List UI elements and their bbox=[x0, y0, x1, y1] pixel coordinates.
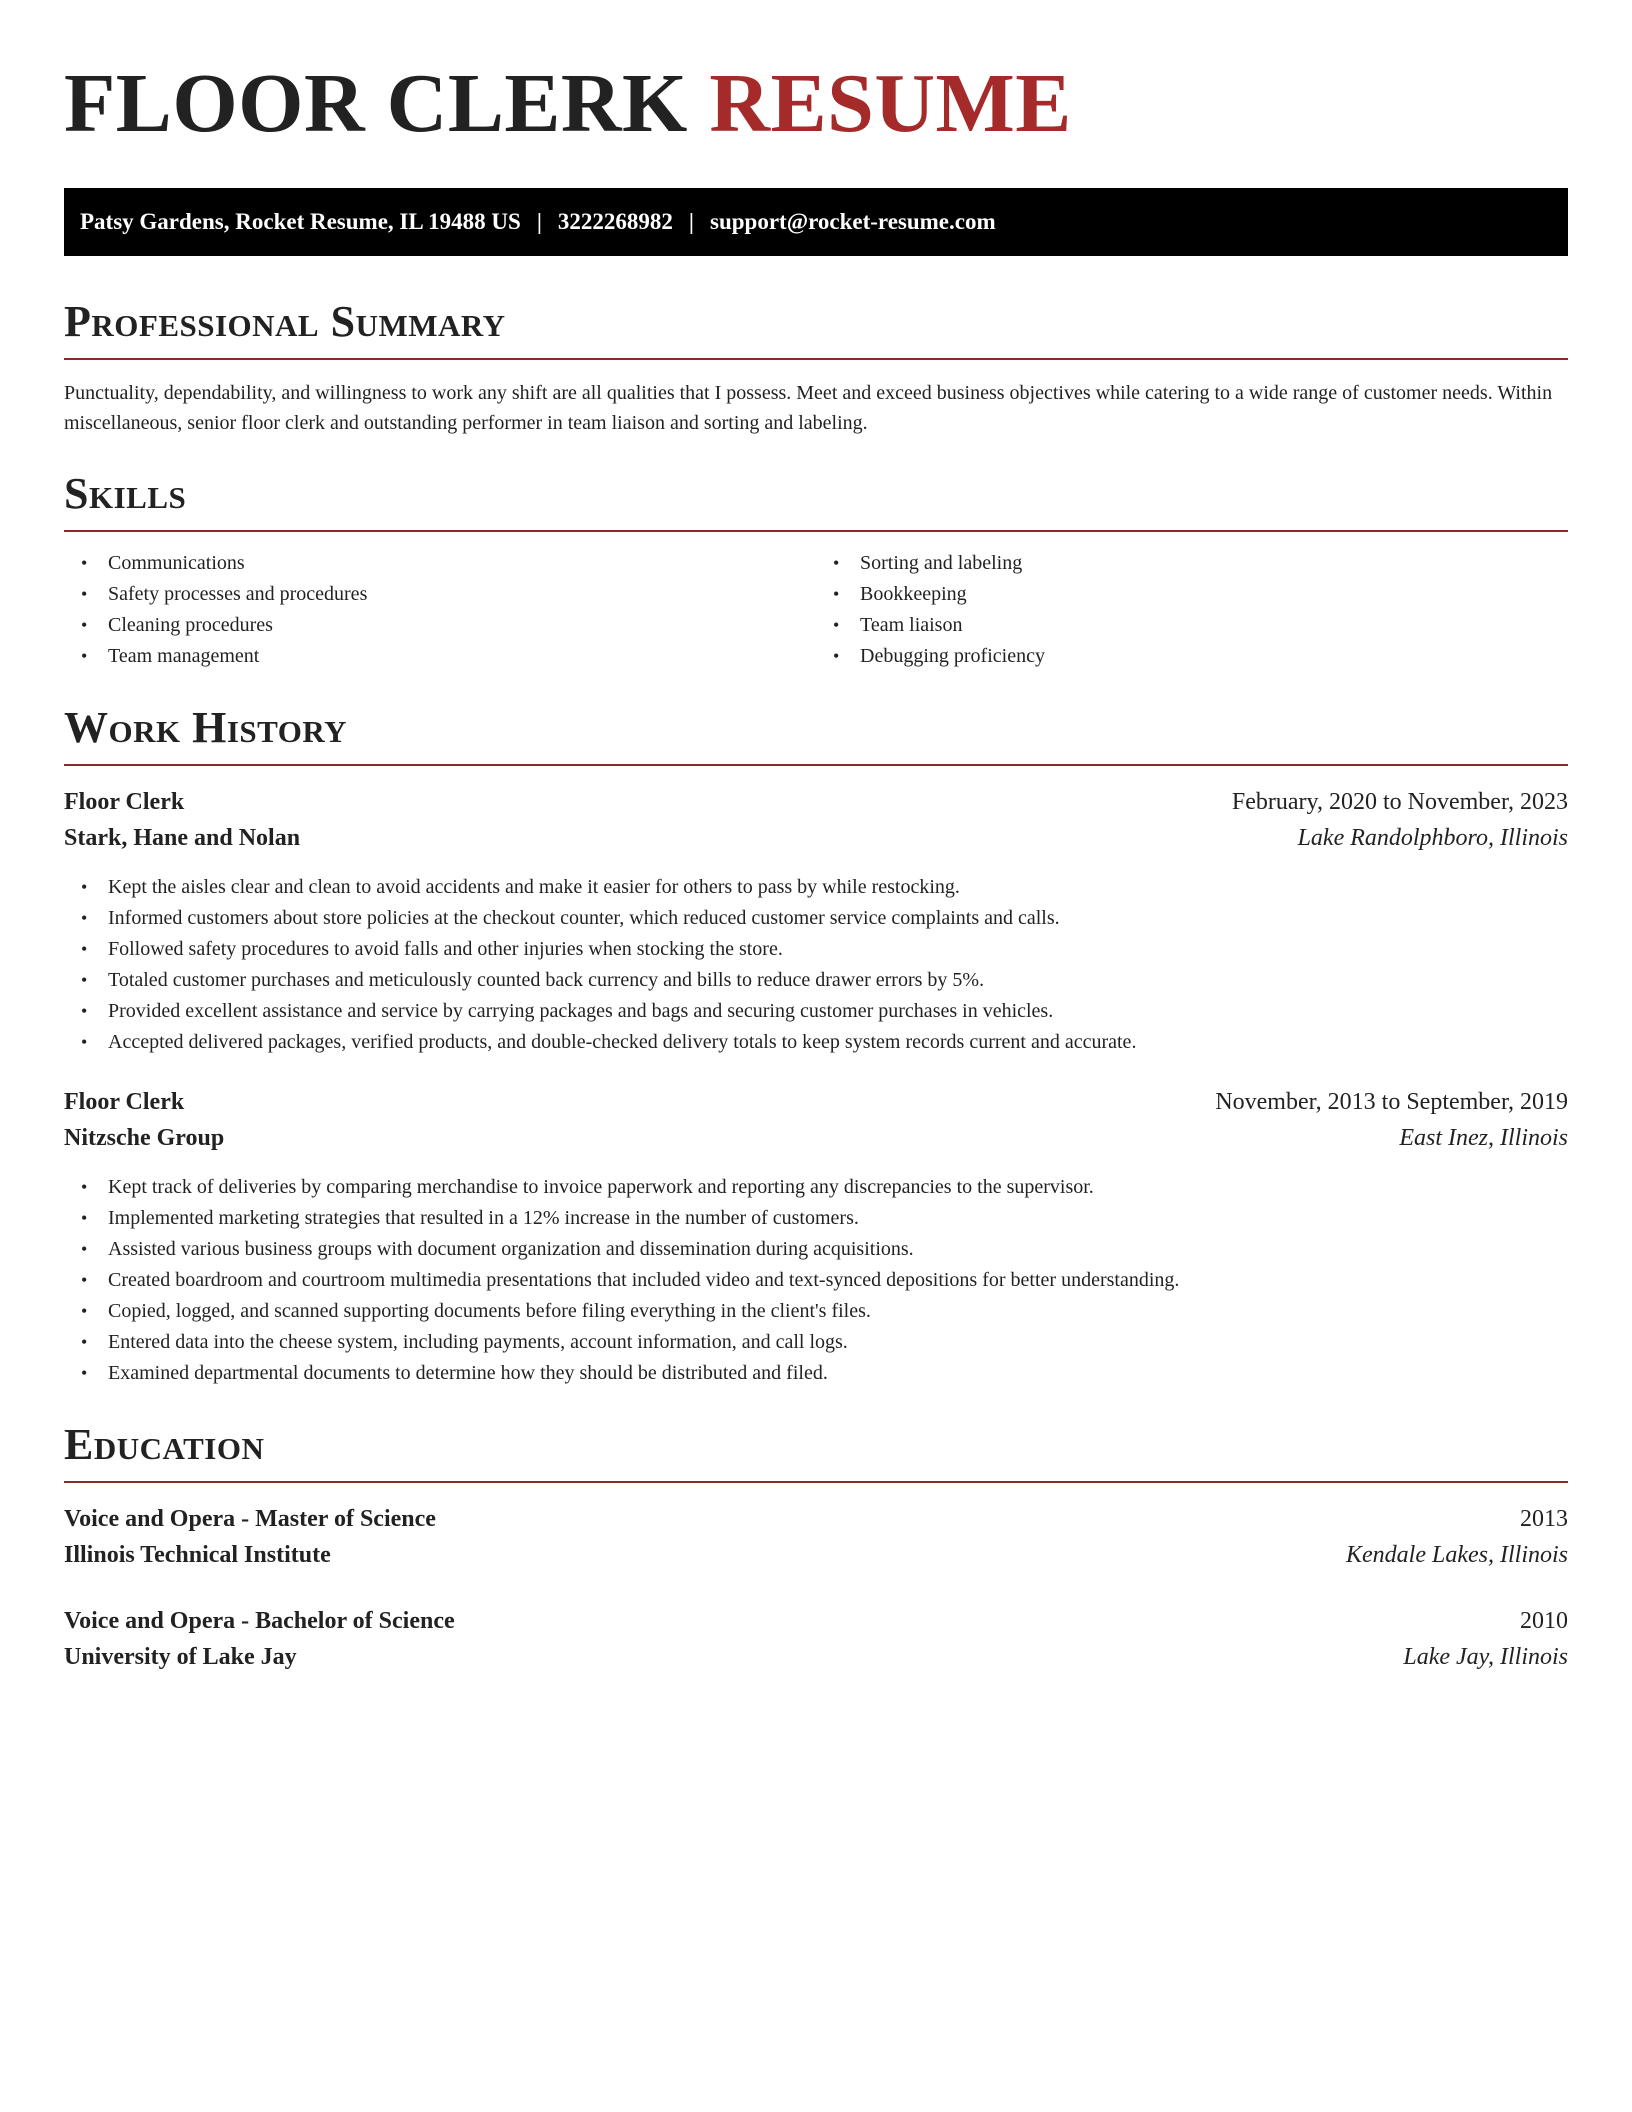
job-duty: • Implemented marketing strategies that resulted in a 12% increase in the number of customers. bbox=[108, 1203, 1568, 1234]
job-entry bbox=[64, 784, 1568, 1058]
education-heading: Education bbox=[64, 1419, 1568, 1483]
skill-item: • Team liaison bbox=[860, 610, 1568, 641]
job-duty: • Totaled customer purchases and meticulously counted back currency and bills to reduce drawer errors by 5%. bbox=[108, 965, 1568, 996]
job-entry bbox=[64, 1084, 1568, 1389]
skills-column-left bbox=[64, 548, 816, 672]
job-dates: November, 2013 to September, 2019 bbox=[1215, 1089, 1568, 1115]
contact-separator: | bbox=[536, 209, 542, 234]
resume-title bbox=[64, 56, 1568, 152]
education-location: Kendale Lakes, Illinois bbox=[1346, 1542, 1568, 1568]
job-duties bbox=[64, 872, 1568, 1058]
job-company: Nitzsche Group bbox=[64, 1125, 225, 1151]
job-subheader bbox=[64, 820, 1568, 856]
education-header bbox=[64, 1603, 1568, 1639]
summary-heading: Professional Summary bbox=[64, 296, 1568, 360]
education-school: University of Lake Jay bbox=[64, 1644, 297, 1670]
education-entry bbox=[64, 1603, 1568, 1675]
skill-item: • Sorting and labeling bbox=[860, 548, 1568, 579]
skill-item: • Communications bbox=[108, 548, 816, 579]
job-duty: • Copied, logged, and scanned supporting documents before filing everything in the client's files. bbox=[108, 1296, 1568, 1327]
skill-item: • Bookkeeping bbox=[860, 579, 1568, 610]
contact-email: support@rocket-resume.com bbox=[710, 209, 996, 234]
job-title: Floor Clerk bbox=[64, 1089, 185, 1115]
title-resume-word: RESUME bbox=[709, 57, 1072, 150]
education-entry bbox=[64, 1501, 1568, 1573]
job-header bbox=[64, 1084, 1568, 1120]
education-year: 2010 bbox=[1520, 1608, 1568, 1634]
title-role: FLOOR CLERK bbox=[64, 57, 688, 150]
skills-column-right bbox=[816, 548, 1568, 672]
education-degree: Voice and Opera - Bachelor of Science bbox=[64, 1608, 455, 1634]
summary-text: Punctuality, dependability, and willingness to work any shift are all qualities that I possess. Meet and exceed business objectives while catering to a wide range of customer needs. Within miscellaneous, senior floor clerk and outstanding performer in team liaison and sorting and labeling. bbox=[64, 382, 1553, 434]
job-duty: • Kept the aisles clear and clean to avoid accidents and make it easier for others to pass by while restocking. bbox=[108, 872, 1568, 903]
job-location: East Inez, Illinois bbox=[1399, 1125, 1568, 1151]
contact-separator: | bbox=[688, 209, 694, 234]
education-degree: Voice and Opera - Master of Science bbox=[64, 1506, 436, 1532]
education-subheader bbox=[64, 1537, 1568, 1573]
job-duty: • Kept track of deliveries by comparing merchandise to invoice paperwork and reporting any discrepancies to the supervisor. bbox=[108, 1172, 1568, 1203]
skill-item: • Team management bbox=[108, 641, 816, 672]
skill-item: • Safety processes and procedures bbox=[108, 579, 816, 610]
education-header bbox=[64, 1501, 1568, 1537]
job-duty: • Examined departmental documents to determine how they should be distributed and filed. bbox=[108, 1358, 1568, 1389]
skill-item: • Debugging proficiency bbox=[860, 641, 1568, 672]
job-title: Floor Clerk bbox=[64, 789, 185, 815]
job-header bbox=[64, 784, 1568, 820]
contact-address: Patsy Gardens, Rocket Resume, IL 19488 US bbox=[80, 209, 521, 234]
job-subheader bbox=[64, 1120, 1568, 1156]
job-duty: • Provided excellent assistance and service by carrying packages and bags and securing customer purchases in vehicles. bbox=[108, 996, 1568, 1027]
contact-phone: 3222268982 bbox=[557, 209, 673, 234]
job-dates: February, 2020 to November, 2023 bbox=[1231, 789, 1568, 815]
education-year: 2013 bbox=[1520, 1506, 1568, 1532]
education-location: Lake Jay, Illinois bbox=[1403, 1644, 1568, 1670]
job-duty: • Created boardroom and courtroom multimedia presentations that included video and text-synced depositions for better understanding. bbox=[108, 1265, 1568, 1296]
skills-heading: Skills bbox=[64, 468, 1568, 532]
contact-bar bbox=[64, 188, 1568, 256]
job-duty: • Informed customers about store policies at the checkout counter, which reduced customer service complaints and calls. bbox=[108, 903, 1568, 934]
job-duty: • Accepted delivered packages, verified products, and double-checked delivery totals to keep system records current and accurate. bbox=[108, 1027, 1568, 1058]
job-duty: • Followed safety procedures to avoid falls and other injuries when stocking the store. bbox=[108, 934, 1568, 965]
job-duty: • Entered data into the cheese system, including payments, account information, and call logs. bbox=[108, 1327, 1568, 1358]
job-duty: • Assisted various business groups with document organization and dissemination during acquisitions. bbox=[108, 1234, 1568, 1265]
job-duties bbox=[64, 1172, 1568, 1389]
skill-item: • Cleaning procedures bbox=[108, 610, 816, 641]
education-school: Illinois Technical Institute bbox=[64, 1542, 331, 1568]
education-subheader bbox=[64, 1639, 1568, 1675]
skills-list bbox=[64, 548, 1568, 672]
work-history-heading: Work History bbox=[64, 702, 1568, 766]
job-company: Stark, Hane and Nolan bbox=[64, 825, 301, 851]
job-location: Lake Randolphboro, Illinois bbox=[1297, 825, 1568, 851]
